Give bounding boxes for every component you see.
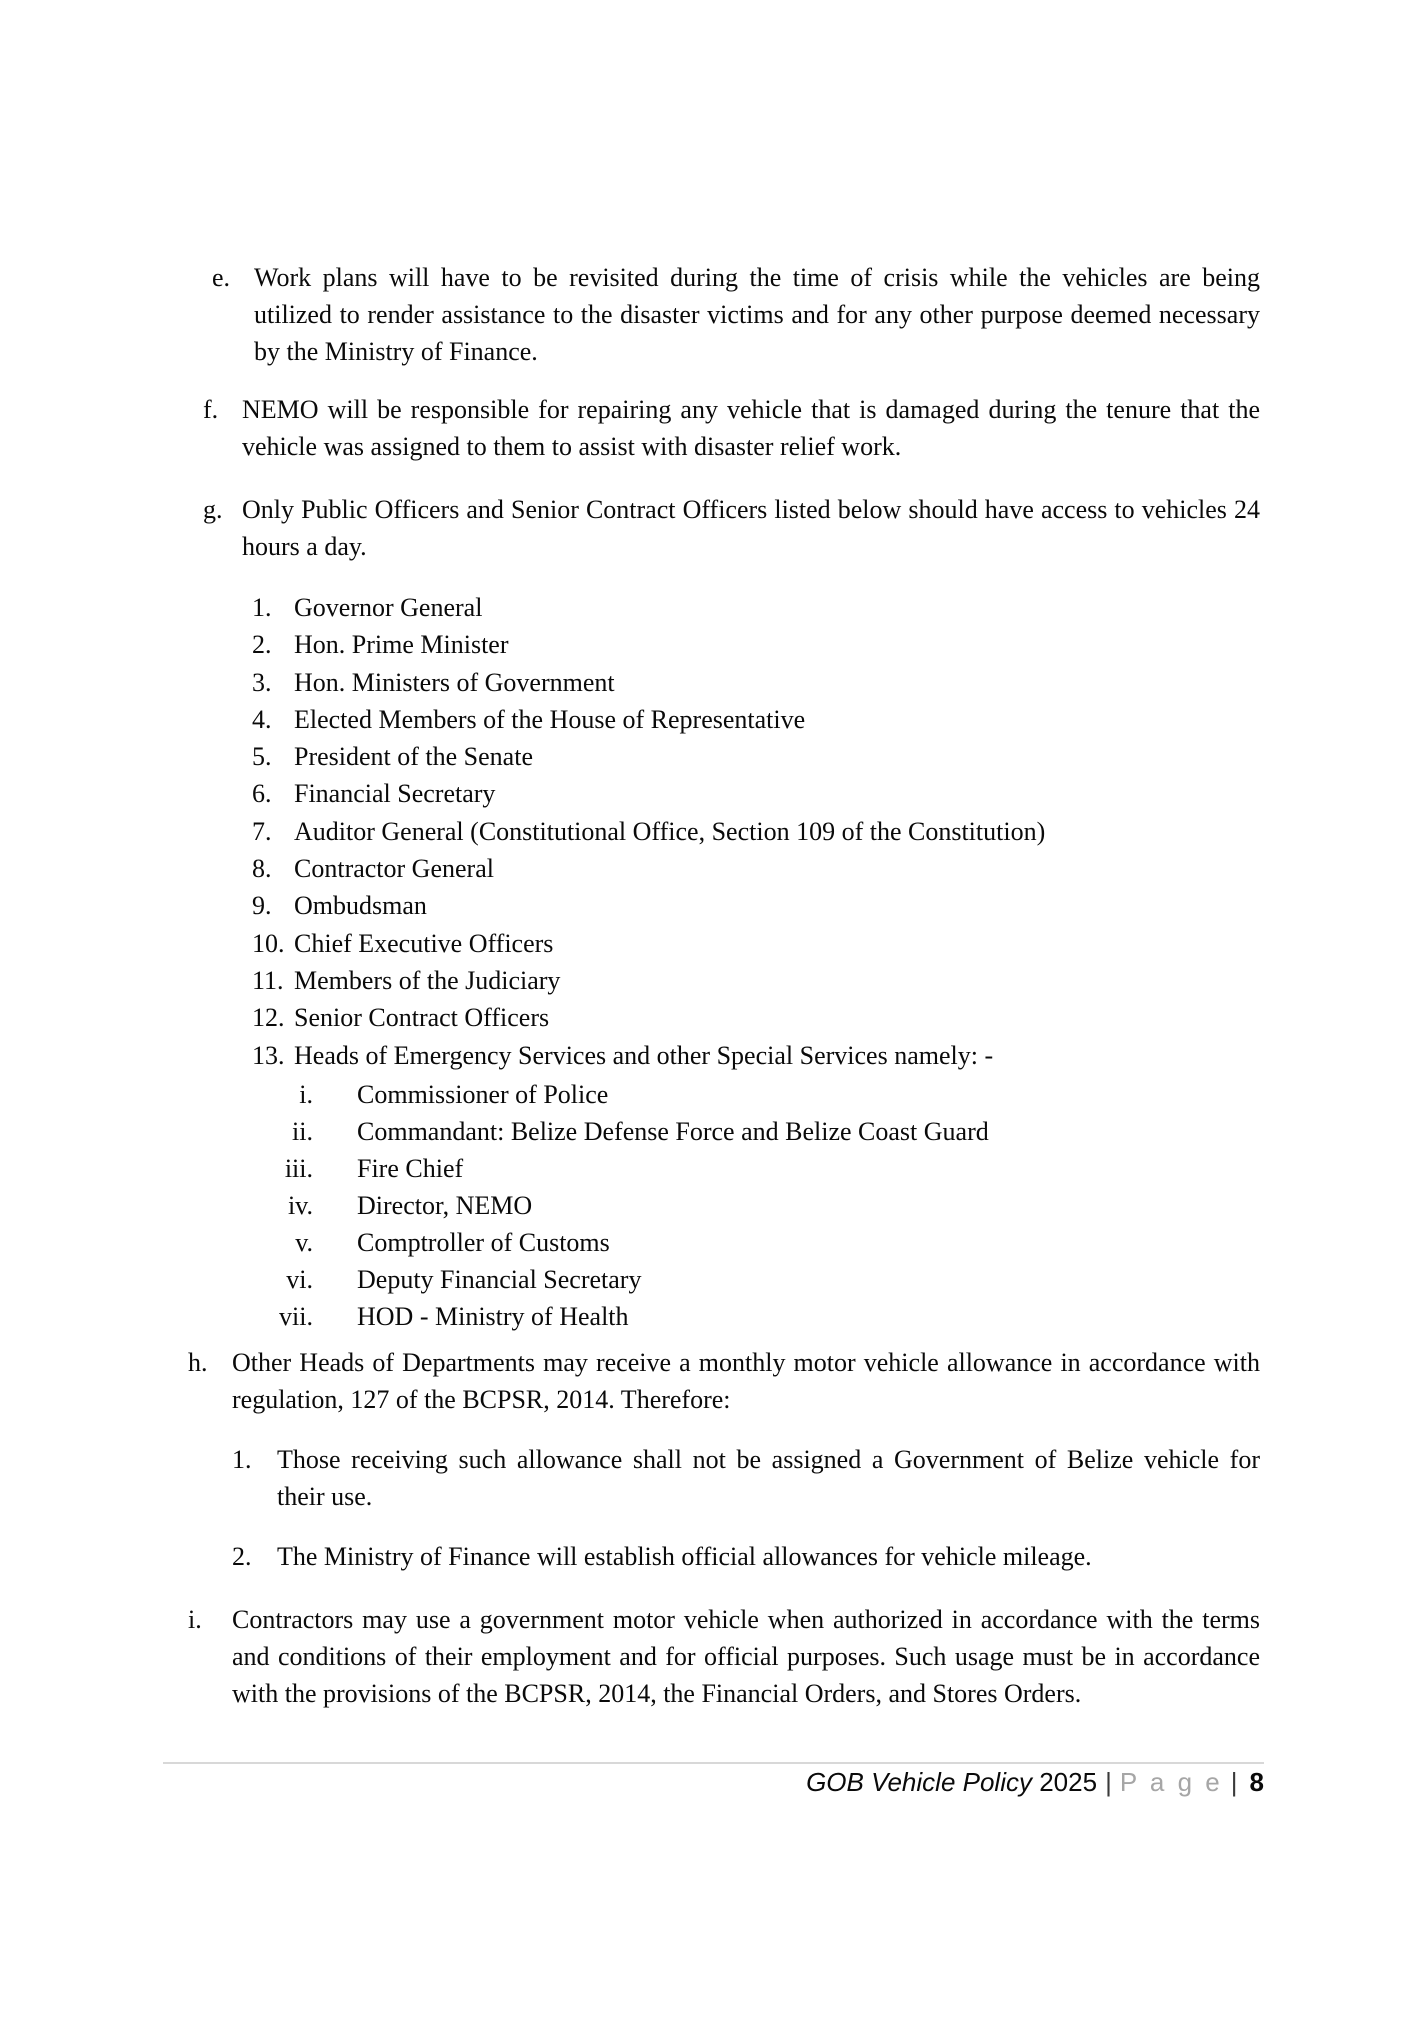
- numbered-list: [252, 589, 1045, 1074]
- item-text: The Ministry of Finance will establish official allowances for vehicle mileage.: [277, 1542, 1092, 1571]
- list-item: [252, 775, 1045, 812]
- item-text: Work plans will have to be revisited during the time of crisis while the vehicles are being utilized to render assistance to the disaster victims and for any other purpose deemed necessary by the Ministry of Finance.: [254, 263, 1260, 366]
- footer-doc-title: GOB Vehicle Policy: [806, 1767, 1032, 1797]
- item-text: Those receiving such allowance shall not be assigned a Government of Belize vehicle for their use.: [277, 1445, 1260, 1511]
- list-item-f: [203, 391, 1260, 465]
- footer-separator: |: [1230, 1767, 1238, 1797]
- list-item-g: [203, 491, 1260, 565]
- list-item: [252, 664, 1045, 701]
- list-item-h: [188, 1344, 1260, 1418]
- item-text: Heads of Emergency Services and other Special Services namely: -: [294, 1040, 994, 1070]
- item-number: 4.: [252, 704, 272, 734]
- list-item: [252, 1037, 1045, 1074]
- item-text: Contractor General: [294, 854, 494, 884]
- list-item: [252, 887, 1045, 924]
- item-text: Other Heads of Departments may receive a monthly motor vehicle allowance in accordance with regulation, 127 of the BCPSR, 2014. Therefore:: [232, 1348, 1260, 1414]
- list-item: [230, 1261, 989, 1298]
- item-number: 5.: [252, 742, 272, 772]
- item-text: Comptroller of Customs: [357, 1228, 610, 1257]
- list-item: [230, 1187, 989, 1224]
- list-item: [252, 701, 1045, 738]
- list-item: [252, 962, 1045, 999]
- list-item: [252, 925, 1045, 962]
- item-text: Commandant: Belize Defense Force and Belize Coast Guard: [357, 1117, 989, 1146]
- footer-separator: |: [1105, 1767, 1112, 1797]
- item-number: 13.: [252, 1040, 285, 1070]
- item-number: 8.: [252, 854, 272, 884]
- item-number: 1.: [252, 593, 272, 622]
- list-item-i: [188, 1601, 1260, 1712]
- item-numeral: i.: [299, 1080, 313, 1109]
- roman-list: [230, 1076, 989, 1335]
- item-text: President of the Senate: [294, 742, 533, 772]
- item-label: i.: [188, 1605, 202, 1634]
- item-text: Financial Secretary: [294, 779, 496, 809]
- item-number: 10.: [252, 928, 285, 958]
- list-item: [252, 999, 1045, 1036]
- item-text: Contractors may use a government motor vehicle when authorized in accordance with the terms and conditions of their employment and for official purposes. Such usage must be in accordance with the provisions of the BCPSR, 2014, the Financial Orders, and Stores Orders.: [232, 1605, 1260, 1708]
- item-number: 7.: [252, 816, 272, 846]
- footer-page-number: 8: [1249, 1767, 1264, 1797]
- item-numeral: iv.: [287, 1191, 313, 1220]
- footer-year: 2025: [1039, 1767, 1098, 1797]
- list-item: [230, 1298, 989, 1335]
- list-item: [230, 1113, 989, 1150]
- item-text: Auditor General (Constitutional Office, Section 109 of the Constitution): [294, 816, 1046, 846]
- item-number: 9.: [252, 891, 272, 921]
- item-number: 1.: [232, 1445, 252, 1474]
- item-number: 2.: [232, 1542, 252, 1571]
- item-numeral: vii.: [279, 1302, 313, 1331]
- item-number: 3.: [252, 667, 272, 697]
- item-numeral: ii.: [292, 1117, 313, 1146]
- item-text: Hon. Prime Minister: [294, 630, 509, 660]
- item-text: Commissioner of Police: [357, 1080, 609, 1109]
- item-text: NEMO will be responsible for repairing any vehicle that is damaged during the tenure that the vehicle was assigned to them to assist with disaster relief work.: [242, 395, 1260, 461]
- item-text: Hon. Ministers of Government: [294, 667, 615, 697]
- item-text: Senior Contract Officers: [294, 1003, 550, 1033]
- item-text: Governor General: [294, 593, 483, 622]
- item-number: 2.: [252, 630, 272, 660]
- item-text: Deputy Financial Secretary: [357, 1265, 642, 1294]
- list-item: [252, 738, 1045, 775]
- page-footer: [163, 1765, 1264, 1799]
- footer-page-word: P a g e: [1119, 1767, 1223, 1797]
- item-text: Only Public Officers and Senior Contract Officers listed below should have access to vehicles 24 hours a day.: [242, 495, 1260, 561]
- item-label: g.: [203, 495, 223, 524]
- list-item: [230, 1224, 989, 1261]
- item-label: e.: [212, 263, 231, 292]
- item-text: Members of the Judiciary: [294, 965, 561, 995]
- item-numeral: vi.: [286, 1265, 313, 1294]
- item-label: f.: [203, 395, 219, 424]
- list-item: [252, 850, 1045, 887]
- list-item: [230, 1076, 989, 1113]
- item-text: Fire Chief: [357, 1154, 464, 1183]
- list-item: [252, 589, 1045, 626]
- item-text: Elected Members of the House of Representative: [294, 704, 806, 734]
- list-item: [252, 626, 1045, 663]
- h-sublist-item-2: [232, 1538, 1260, 1575]
- list-item-e: [212, 259, 1260, 370]
- item-numeral: iii.: [284, 1154, 313, 1183]
- item-text: Ombudsman: [294, 891, 427, 921]
- footer-divider: [163, 1762, 1264, 1764]
- item-label: h.: [188, 1348, 208, 1377]
- item-text: Chief Executive Officers: [294, 928, 554, 958]
- item-number: 6.: [252, 779, 272, 809]
- item-numeral: v.: [295, 1228, 313, 1257]
- list-item: [252, 813, 1045, 850]
- item-number: 11.: [252, 965, 284, 995]
- item-text: Director, NEMO: [357, 1191, 533, 1220]
- item-number: 12.: [252, 1003, 285, 1033]
- item-text: HOD - Ministry of Health: [357, 1302, 629, 1331]
- h-sublist-item-1: [232, 1441, 1260, 1515]
- list-item: [230, 1150, 989, 1187]
